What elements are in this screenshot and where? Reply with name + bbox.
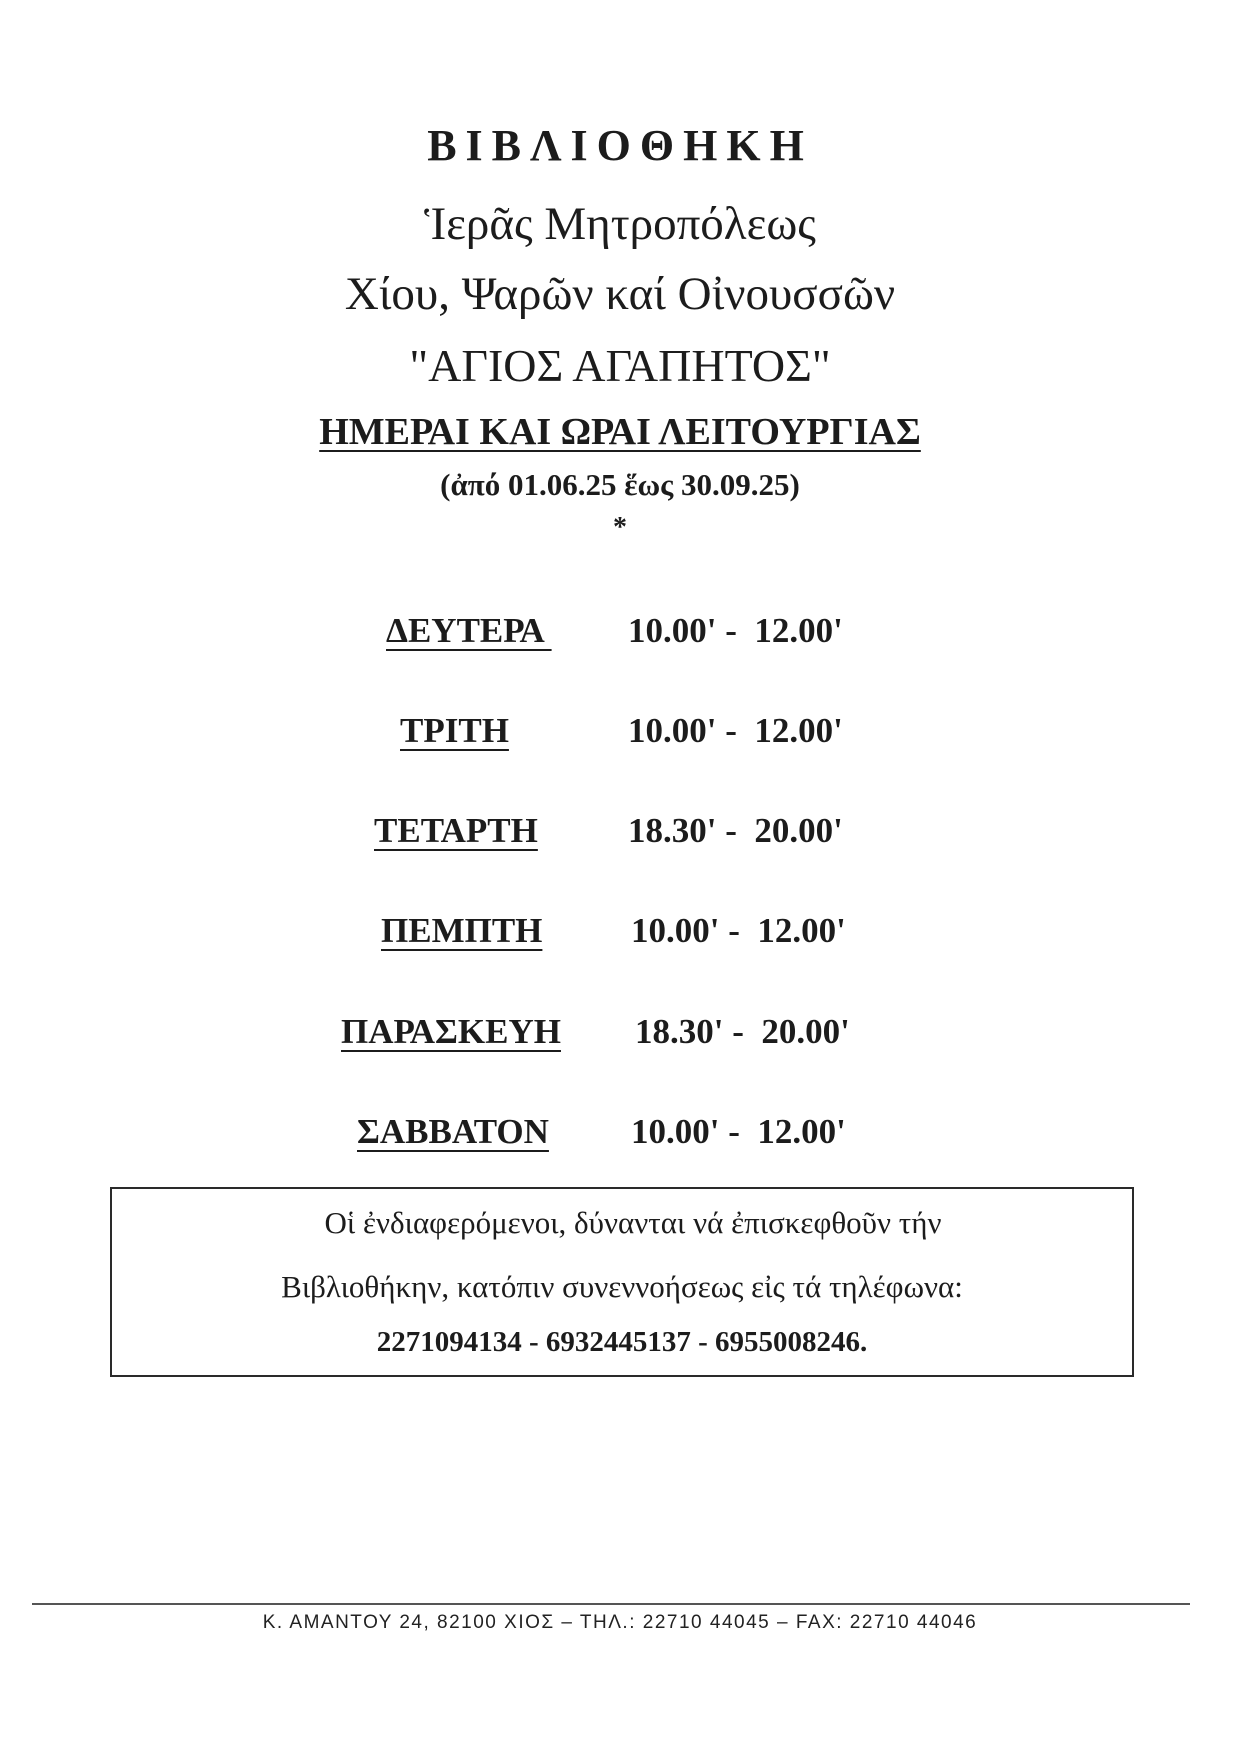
metropolis-region-subtitle: Χίου, Ψαρῶν καί Οἰνουσσῶν	[344, 268, 896, 320]
opening-hours-heading	[0, 408, 1240, 456]
schedule-day: ΠΕΜΠΤΗ	[381, 911, 543, 950]
page-title: ΒΙΒΛΙΟΘΗΚΗ	[427, 121, 813, 170]
contact-notice-box	[110, 1187, 1134, 1377]
schedule-time: 18.30' - 20.00'	[635, 1012, 850, 1051]
validity-period: (ἀπό 01.06.25 ἕως 30.09.25)	[440, 467, 800, 502]
schedule-day: ΤΡΙΤΗ	[400, 711, 509, 750]
schedule-row	[0, 1012, 1240, 1068]
schedule-time: 18.30' - 20.00'	[628, 811, 843, 850]
schedule-time: 10.00' - 12.00'	[631, 911, 846, 950]
schedule-time: 10.00' - 12.00'	[628, 711, 843, 750]
asterisk-divider: *	[613, 512, 627, 543]
phone-numbers: 2271094134 - 6932445137 - 6955008246.	[376, 1326, 868, 1358]
footer-divider	[32, 1603, 1190, 1605]
schedule-day: ΤΕΤΑΡΤΗ	[374, 811, 538, 850]
metropolis-subtitle: Ἱερᾶς Μητροπόλεως	[424, 198, 816, 250]
schedule-row	[0, 611, 1240, 667]
schedule-row	[0, 1112, 1240, 1168]
footer-address: Κ. ΑΜΑΝΤΟΥ 24, 82100 ΧΙΟΣ – ΤΗΛ.: 22710 44045 – FAX: 22710 44046	[262, 1612, 978, 1633]
schedule-day: ΔΕΥΤΕΡΑ	[386, 611, 552, 650]
library-name: "ΑΓΙΟΣ ΑΓΑΠΗΤΟΣ"	[409, 340, 831, 391]
notice-text-line: Βιβλιοθήκην, κατόπιν συνεννοήσεως εἰς τά τηλέφωνα:	[281, 1269, 963, 1304]
schedule-row	[0, 711, 1240, 767]
opening-hours-heading-text: ΗΜΕΡΑΙ ΚΑΙ ΩΡΑΙ ΛΕΙΤΟΥΡΓΙΑΣ	[319, 411, 921, 453]
schedule-day: ΠΑΡΑΣΚΕΥΗ	[341, 1012, 561, 1051]
schedule-time: 10.00' - 12.00'	[631, 1112, 846, 1151]
notice-text-line: Οἱ ἐνδιαφερόμενοι, δύνανται νά ἐπισκεφθοῦν τήν	[324, 1205, 942, 1240]
schedule-row	[0, 811, 1240, 867]
schedule-day: ΣΑΒΒΑΤΟΝ	[357, 1112, 549, 1151]
schedule-time: 10.00' - 12.00'	[628, 611, 843, 650]
schedule-row	[0, 911, 1240, 967]
